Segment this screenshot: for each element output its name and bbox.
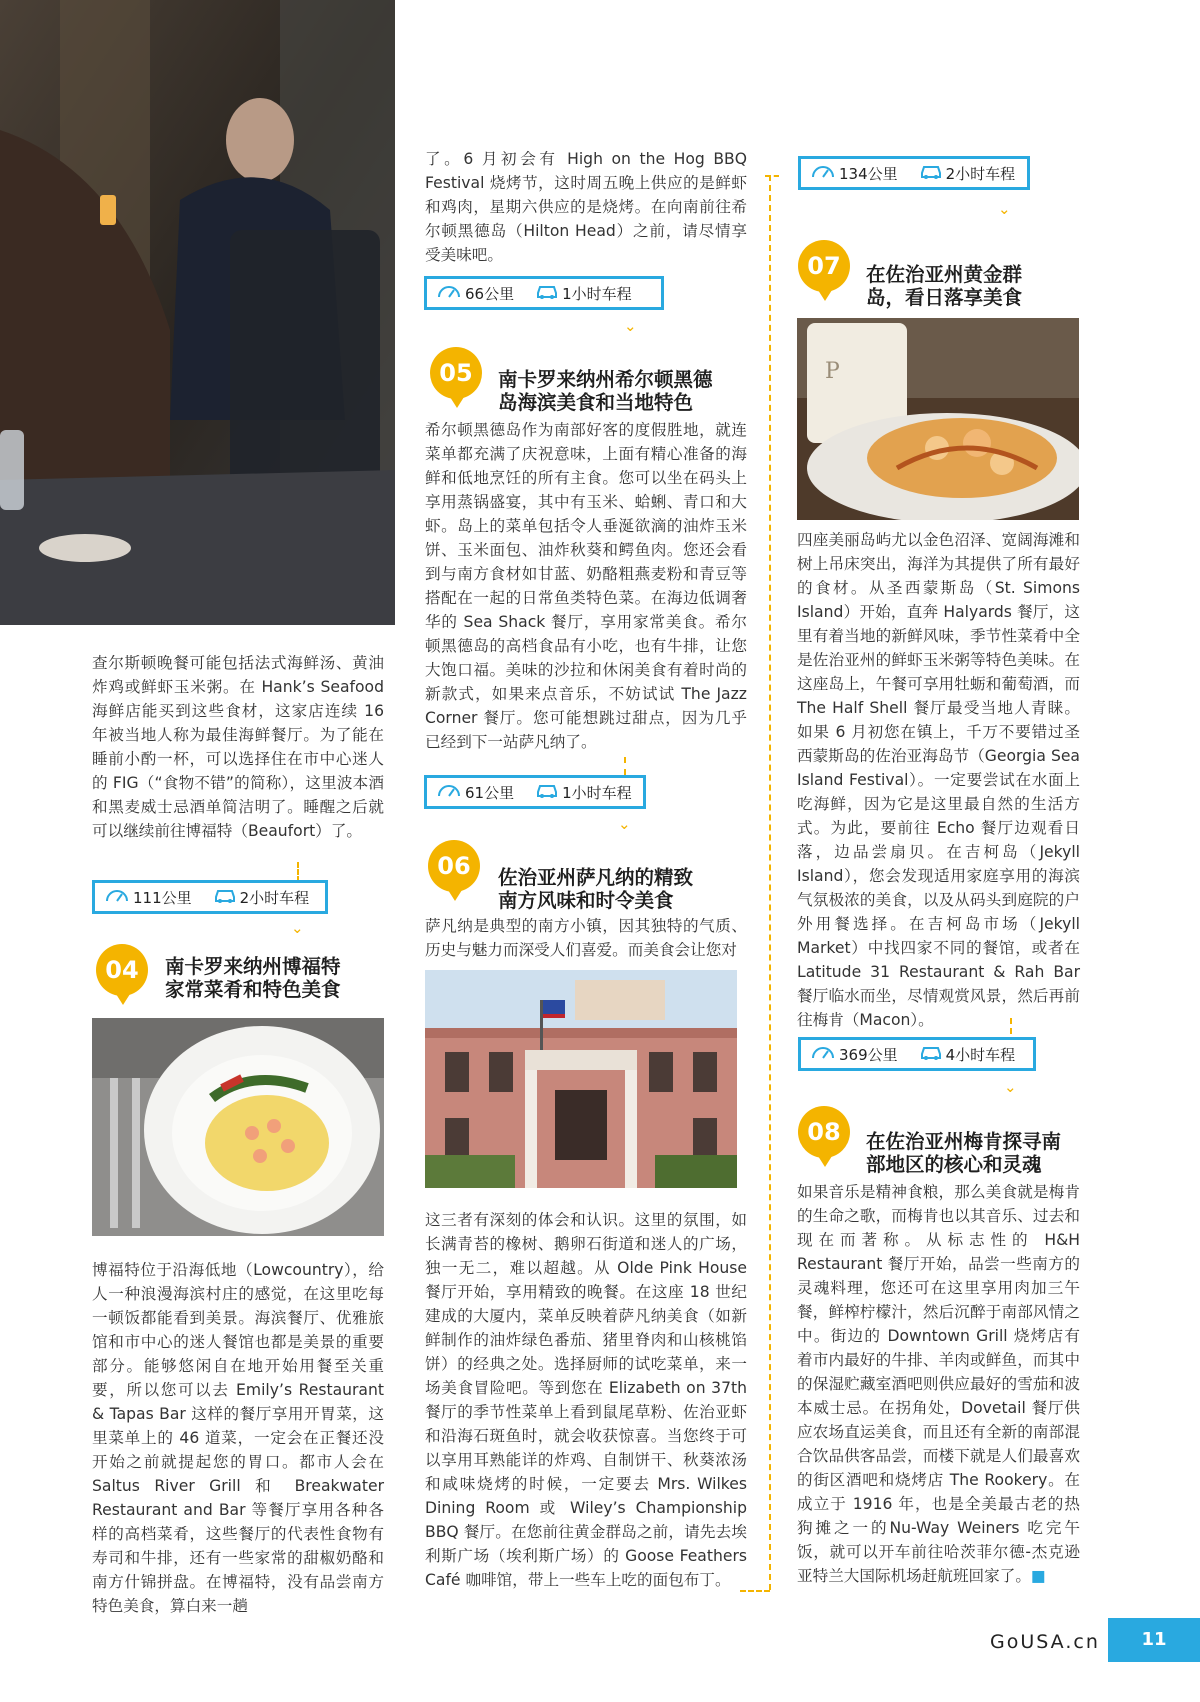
distance-value: 61公里 (465, 783, 515, 802)
route-arrow-icon: ⌄ (998, 200, 1011, 218)
olde-pink-house-photo (425, 970, 737, 1188)
section-04-body: 博福特位于沿海低地（Lowcountry），给人一种浪漫海滨村庄的感觉，在这里吃每一顿饭都能看到美景。海滨餐厅、优雅旅馆和市中心的迷人餐馆也都是美景的重要部分。能够悠闲自在地开始用餐至关重要，所以您可以去 Emily’s Restaurant & Tapas Bar 这样的餐厅享用开胃菜，这里菜单上的 46 道菜，一定会在正餐还没开始之前就提起您的胃口。都市人会在 Saltus River Grill 和 Breakwater Restaurant and Bar 等餐厅享用各种各样的高档菜肴，这些餐厅的代表性食物有寿司和牛排，还有一些家常的甜椒奶酪和南方什锦拼盘。在博福特，没有品尝南方特色美食，算白来一趟 (92, 1261, 384, 1615)
section-number-badge: 04 (96, 944, 148, 996)
drive-time: 1小时车程 (562, 284, 632, 303)
distance-box-06 (424, 775, 646, 809)
section-04-intro: 查尔斯顿晚餐可能包括法式海鲜汤、黄油炸鸡或鲜虾玉米粥。在 Hank’s Seafood 海鲜店能买到这些食材，这家店连续 16 年被当地人称为最佳海鲜餐厅。为了能在睡前小酌一杯，可以选择住在市中心迷人的 FIG（“食物不错”的简称），这里波本酒和黑麦威士忌酒单简洁明了。睡醒之后就可以继续前往博福特（Beaufort）了。 (92, 654, 384, 840)
section-06-intro: 萨凡纳是典型的南方小镇，因其独特的气质、历史与魅力而深受人们喜爱。而美食会让您对 (425, 917, 747, 959)
section-06-body: 这三者有深刻的体会和认识。这里的氛围，如长满青苔的橡树、鹅卵石街道和迷人的广场，独一无二，难以超越。从 Olde Pink House 餐厅开始，享用精致的晚餐。在这座 18 世纪建成的大厦内，菜单反映着萨凡纳美食（如新鲜制作的油炸绿色番茄、猪里脊肉和山核桃馅饼）的经典之处。选择厨师的试吃菜单，来一场美食冒险吧。等到您在 Elizabeth on 37th 餐厅的季节性菜单上看到鼠尾草粉、佐治亚虾和沿海石斑鱼时，就会收获惊喜。当您终于可以享用耳熟能详的炸鸡、自制饼干、秋葵浓汤和咸味烧烤的时候，一定要去 Mrs. Wilkes Dining Room 或 Wiley’s Championship BBQ 餐厅。在您前往黄金群岛之前，请先去埃利斯广场（埃利斯广场）的 Goose Feathers Café 咖啡馆，带上一些车上吃的面包布丁。 (425, 1211, 747, 1589)
shrimp-grits-photo (92, 1018, 384, 1236)
section-number-badge: 08 (798, 1106, 850, 1158)
drive-time: 2小时车程 (945, 164, 1016, 183)
restaurant-interior-photo (0, 0, 395, 625)
distance-box-05 (424, 276, 664, 310)
route-arrow-icon: ⌄ (624, 317, 637, 335)
distance-value: 111公里 (133, 888, 192, 907)
section-08-title: 在佐治亚州梅肯探寻南 部地区的核心和灵魂 (866, 1130, 1062, 1176)
drive-time: 4小时车程 (945, 1045, 1016, 1064)
route-connector (1010, 1018, 1012, 1034)
section-07-body: 四座美丽岛屿尤以金色沼泽、宽阔海滩和树上吊床突出，海洋为其提供了所有最好的食材。从圣西蒙斯岛（St. Simons Island）开始，直奔 Halyards 餐厅，这里有着当地的新鲜风味，季节性菜肴中全是佐治亚州的鲜虾玉米粥等特色美味。在这座岛上，午餐可享用牡蛎和葡萄酒，而 The Half Shell 餐厅最受当地人青睐。如果 6 月初您在镇上，千万不要错过圣西蒙斯岛的佐治亚海岛节（Georgia Sea Island Festival）。一定要尝试在水面上吃海鲜，因为它是这里最自然的生活方式。为此，要前往 Echo 餐厅边观看日落，边品尝扇贝。在吉柯岛（Jekyll Island），您会发现适用家庭享用的海滨气氛极浓的美食，以及从码头到庭院的户外用餐选择。在吉柯岛市场（Jekyll Market）中找四家不同的餐馆，或者在 Latitude 31 Restaurant & Rah Bar 餐厅临水而坐，尽情观赏风景，然后再前往梅肯（Macon）。 (797, 531, 1080, 1029)
distance-box-07 (798, 156, 1030, 190)
route-connector (765, 175, 779, 177)
speedometer-icon (811, 163, 839, 183)
section-05-body: 希尔顿黑德岛作为南部好客的度假胜地，就连菜单都充满了庆祝意味，上面有精心准备的海鲜和低地烹饪的所有主食。您可以坐在码头上享用蒸锅盛宴，其中有玉米、蛤蜊、青口和大虾。岛上的菜单包括令人垂涎欲滴的油炸玉米饼、玉米面包、油炸秋葵和鳄鱼肉。您还会看到与南方食材如甘蓝、奶酪粗燕麦粉和青豆等搭配在一起的日常鱼类特色菜。在海边低调奢华的 Sea Shack 餐厅，享用家常美食。希尔顿黑德岛的高档食品有小吃，也有牛排，让您大饱口福。美味的沙拉和休闲美食有着时尚的新款式，如果来点音乐，不妨试试 The Jazz Corner 餐厅。您可能想跳过甜点，因为几乎已经到下一站萨凡纳了。 (425, 421, 747, 751)
distance-value: 369公里 (839, 1045, 898, 1064)
route-arrow-icon: ⌄ (291, 919, 304, 937)
route-connector (740, 1590, 770, 1592)
footer-site: GoUSA.cn (990, 1631, 1100, 1653)
section-08-body: 如果音乐是精神食粮，那么美食就是梅肯的生命之歌，而梅肯也以其音乐、过去和现在而著称。从标志性的 H&H Restaurant 餐厅开始，品尝一些南方的灵魂料理，您还可在这里享用肉加三午餐，鲜榨柠檬汁，然后沉醉于南部风情之中。街边的 Downtown Grill 烧烤店有着市内最好的牛排、羊肉或鲜鱼，而其中的保湿贮藏室酒吧则供应最好的雪茄和波本威士忌。在拐角处，Dovetail 餐厅供应农场直运美食，而且还有全新的南部混合饮品供客品尝，而楼下就是人们最喜欢的街区酒吧和烧烤店 The Rookery。在成立于 1916 年，也是全美最古老的热狗摊之一的Nu-Way Weiners 吃完午饭，就可以开车前往哈茨菲尔德-杰克逊亚特兰大国际机场赶航班回家了。■ (797, 1183, 1080, 1585)
section-06-title: 佐治亚州萨凡纳的精致 南方风味和时令美食 (498, 866, 694, 912)
section-number-badge: 06 (428, 840, 480, 892)
speedometer-icon (811, 1044, 839, 1064)
drive-time: 2小时车程 (239, 888, 310, 907)
distance-value: 66公里 (465, 284, 515, 303)
section-number-badge: 07 (798, 240, 850, 292)
section-05-title: 南卡罗来纳州希尔顿黑德 岛海滨美食和当地特色 (498, 368, 713, 414)
car-icon (920, 1044, 946, 1064)
route-arrow-icon: ⌄ (1004, 1078, 1017, 1096)
distance-box-04 (92, 880, 328, 914)
car-icon (536, 283, 562, 303)
speedometer-icon (437, 283, 465, 303)
seafood-dish-photo (797, 318, 1079, 520)
distance-box-08 (798, 1037, 1036, 1071)
route-connector (297, 862, 299, 882)
svg-text:P: P (825, 359, 840, 384)
route-connector (624, 757, 626, 775)
section-05-lead: 了。6 月初会有 High on the Hog BBQ Festival 烧烤节，这时周五晚上供应的是鲜虾和鸡肉，星期六供应的是烧烤。在向南前往希尔顿黑德岛（Hilton Head）之前，请尽情享受美味吧。 (425, 150, 747, 264)
speedometer-icon (105, 887, 133, 907)
car-icon (214, 887, 240, 907)
end-mark: ■ (1030, 1567, 1046, 1585)
car-icon (920, 163, 946, 183)
section-04-title: 南卡罗来纳州博福特 家常菜肴和特色美食 (165, 955, 341, 1001)
speedometer-icon (437, 782, 465, 802)
page-number: 11 (1108, 1618, 1200, 1662)
section-number-badge: 05 (430, 347, 482, 399)
distance-value: 134公里 (839, 164, 898, 183)
drive-time: 1小时车程 (562, 783, 632, 802)
car-icon (536, 782, 562, 802)
section-07-title: 在佐治亚州黄金群 岛，看日落享美食 (866, 263, 1023, 309)
route-arrow-icon: ⌄ (618, 815, 631, 833)
route-connector (769, 175, 771, 1590)
